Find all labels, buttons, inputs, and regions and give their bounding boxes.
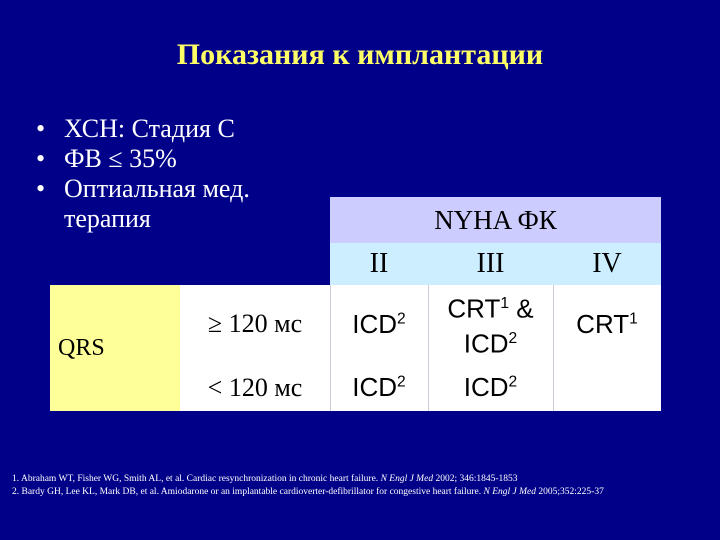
bullet-text: ФВ ≤ 35% <box>64 144 177 173</box>
bullet-text: ХСН: Стадия С <box>64 114 235 143</box>
qrs-threshold: ≥ 120 мс <box>207 309 303 338</box>
table-cell: ICD$^2$ <box>352 308 406 339</box>
table-cell-empty <box>553 364 661 411</box>
nyha-header: NYHA ФК <box>330 197 661 243</box>
bullet-item <box>36 144 306 174</box>
reference-item: 2. Bardy GH, Lee KL, Mark DB, et al. Amiodarone or an implantable cardioverter-defibrillator for congestive heart failure. N Engl J Med 2005;352:225-37 <box>12 486 604 497</box>
table-cell: ICD$^2$ <box>352 372 406 402</box>
table-cell: CRT$^1$ & ICD$^2$ <box>447 294 534 359</box>
bullet-dot-icon: • <box>36 114 46 143</box>
references <box>12 473 712 498</box>
bullet-dot-icon: • <box>36 174 46 203</box>
qrs-threshold: < 120 мс <box>207 372 303 402</box>
bullet-item <box>36 174 306 234</box>
class-label: III <box>476 248 505 279</box>
class-label: IV <box>592 248 622 279</box>
bullet-list <box>36 114 306 234</box>
bullet-dot-icon: • <box>36 144 46 173</box>
bullet-text: Оптиальная мед. терапия <box>64 174 250 233</box>
qrs-label: QRS <box>50 285 180 411</box>
table-cell: ICD$^2$ <box>463 372 518 402</box>
class-label: II <box>369 248 389 279</box>
slide-title: Показания к имплантации <box>176 38 544 71</box>
table-cell: CRT$^1$ <box>576 308 638 339</box>
bullet-item <box>36 114 306 144</box>
reference-item: 1. Abraham WT, Fisher WG, Smith AL, et al. Cardiac resynchronization in chronic heart failure. N Engl J Med 2002; 346:1845-1853 <box>12 474 518 484</box>
